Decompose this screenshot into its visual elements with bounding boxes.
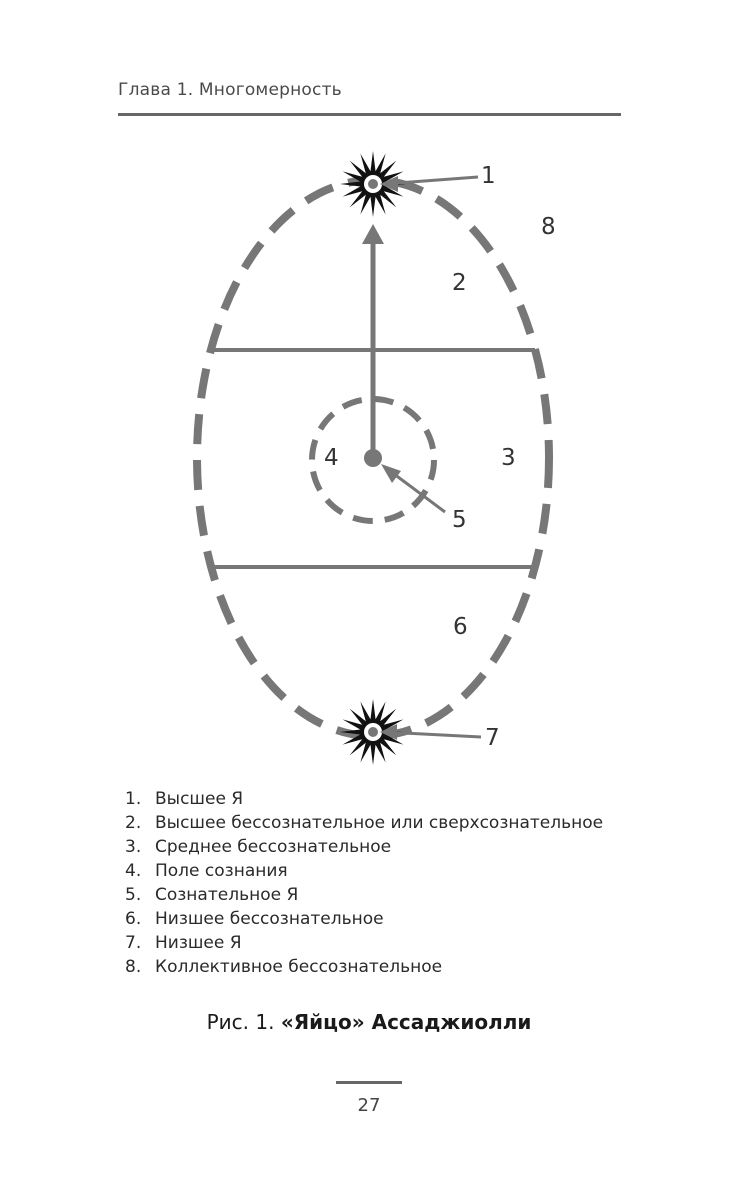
label-4: 4 — [324, 445, 339, 471]
running-header: Глава 1. Многомерность — [118, 80, 342, 100]
star-center-dot — [368, 179, 378, 189]
legend-list — [125, 787, 603, 979]
vertical-arrow-head — [362, 224, 384, 244]
legend-item-text: Поле сознания — [155, 861, 288, 881]
legend-item: 2. Высшее бессознательное или сверхсознательное — [125, 813, 604, 833]
legend-item-text: Высшее бессознательное или сверхсознательное — [155, 813, 604, 833]
legend-item-text: Среднее бессознательное — [155, 837, 392, 857]
legend-item-text: Коллективное бессознательное — [155, 957, 443, 977]
legend-item: 8. Коллективное бессознательное — [125, 957, 443, 977]
label-2: 2 — [452, 270, 467, 296]
legend-item-text: Низшее бессознательное — [155, 909, 384, 929]
legend-item: 3. Среднее бессознательное — [125, 837, 392, 857]
label-1: 1 — [481, 163, 496, 189]
legend-item-text: Высшее Я — [155, 789, 244, 809]
figure-caption — [0, 1010, 738, 1034]
label-7: 7 — [485, 725, 500, 751]
legend-item: 6. Низшее бессознательное — [125, 909, 384, 929]
footer-rule — [336, 1081, 402, 1084]
legend-item: 1. Высшее Я — [125, 789, 244, 809]
legend-item: 7. Низшее Я — [125, 933, 242, 953]
caption-title: «Яйцо» Ассаджиолли — [280, 1010, 532, 1034]
legend-item-text: Низшее Я — [155, 933, 242, 953]
label-3: 3 — [501, 445, 516, 471]
caption-prefix: Рис. 1. — [206, 1010, 275, 1034]
pointer-head-5 — [381, 464, 401, 483]
conscious-self-dot — [364, 449, 382, 467]
label-6: 6 — [453, 614, 468, 640]
legend-item: 4. Поле сознания — [125, 861, 288, 881]
page-number: 27 — [357, 1095, 381, 1116]
label-8: 8 — [541, 214, 556, 240]
legend-item: 5. Сознательное Я — [125, 885, 299, 905]
star-center-dot — [368, 727, 378, 737]
legend-item-text: Сознательное Я — [155, 885, 299, 905]
label-5: 5 — [452, 507, 467, 533]
